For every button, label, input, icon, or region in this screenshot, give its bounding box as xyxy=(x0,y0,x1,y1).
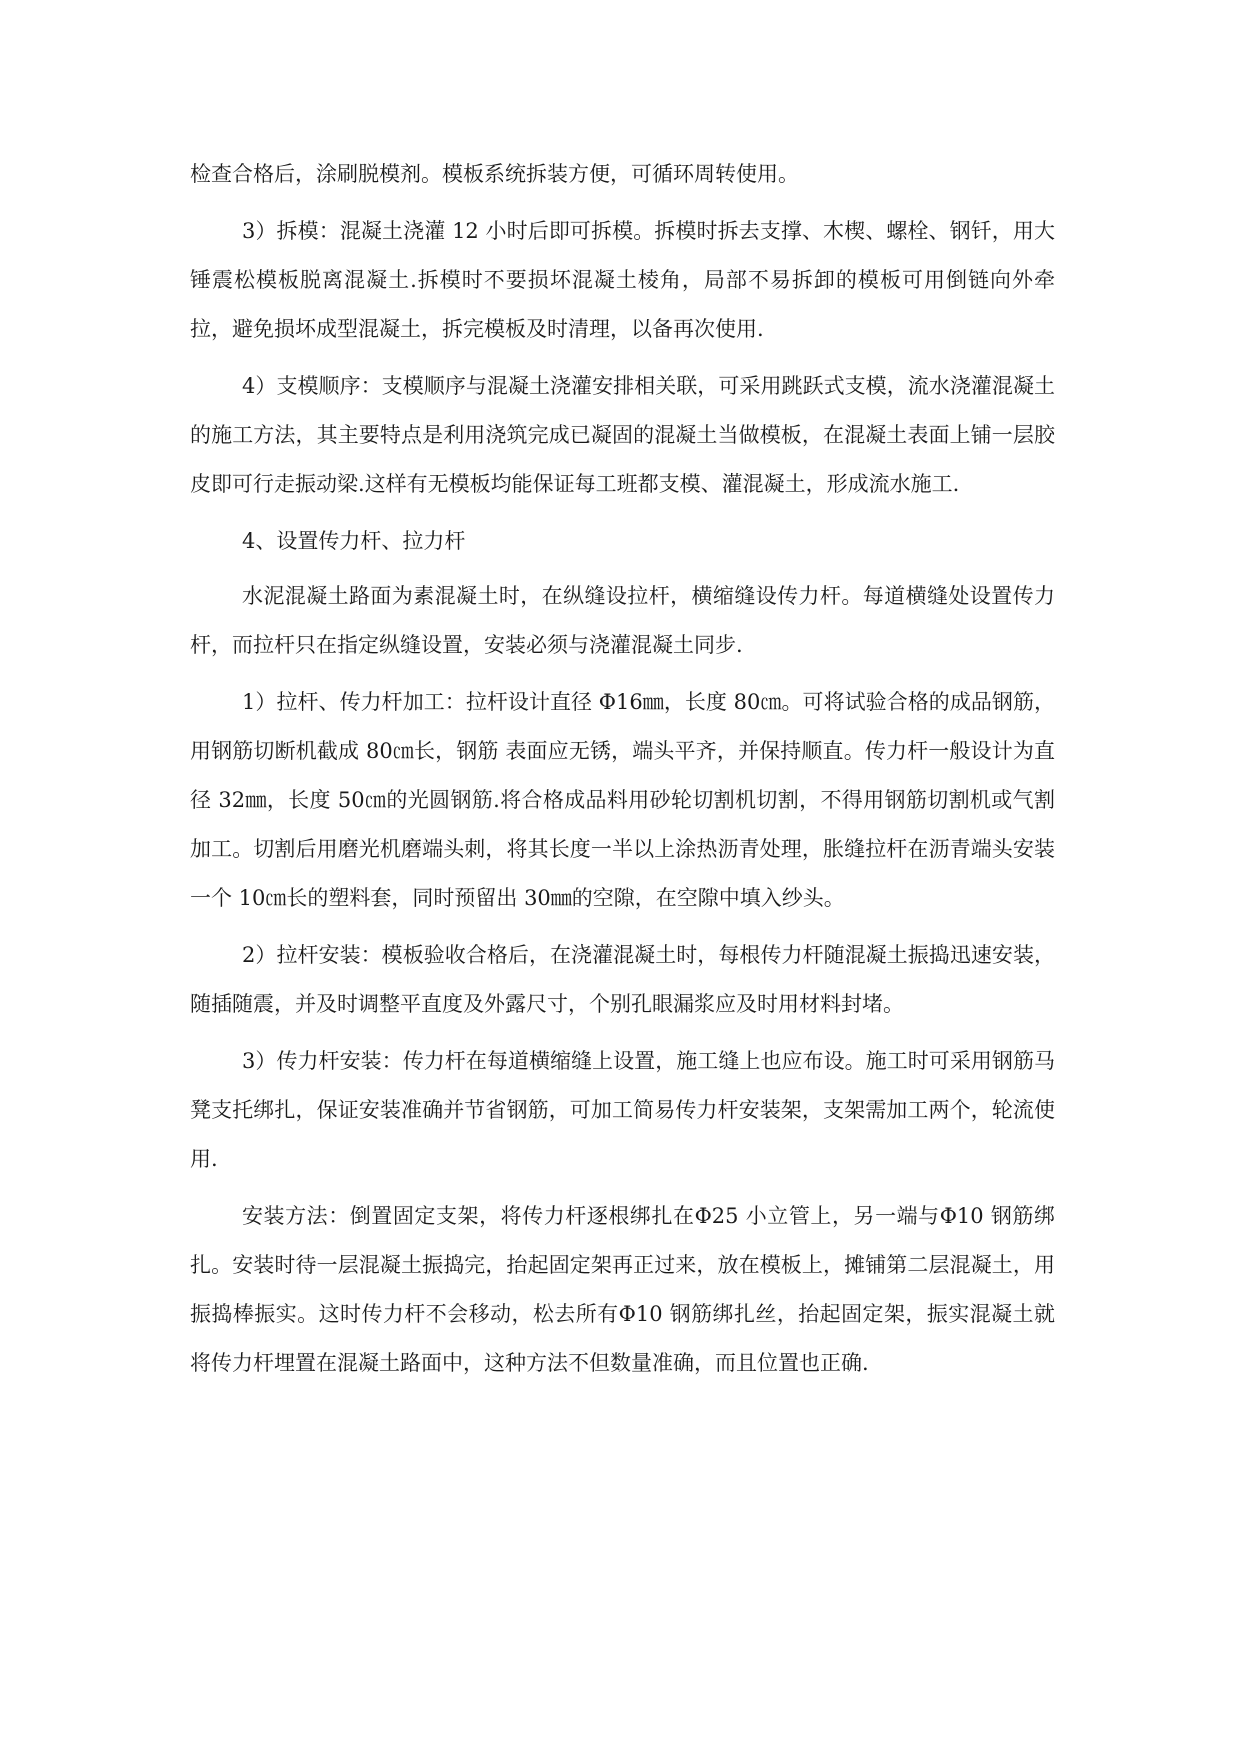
paragraph-tie-bar-installation: 2）拉杆安装：模板验收合格后，在浇灌混凝土时，每根传力杆随混凝土振捣迅速安装，随插随震，并及时调整平直度及外露尺寸，个别孔眼漏浆应及时用材料封堵。 xyxy=(190,943,1055,1016)
paragraph-dowel-installation: 3）传力杆安装：传力杆在每道横缩缝上设置，施工缝上也应布设。施工时可采用钢筋马凳支托绑扎，保证安装准确并节省钢筋，可加工简易传力杆安装架，支架需加工两个，轮流使用. xyxy=(190,1049,1055,1171)
paragraph-bar-fabrication: 1）拉杆、传力杆加工：拉杆设计直径 Φ16㎜，长度 80㎝。可将试验合格的成品钢筋，用钢筋切断机截成 80㎝长，钢筋 表面应无锈，端头平齐，并保持顺直。传力杆一般设计为直径 32㎜，长度 50㎝的光圆钢筋.将合格成品料用砂轮切割机切割，不得用钢筋切割机或气割加工。切割后用磨光机磨端头刺，将其长度一半以上涂热沥青处理，胀缝拉杆在沥青端头安装一个 10㎝长的塑料套，同时预留出 30㎜的空隙，在空隙中填入纱头。 xyxy=(190,690,1055,910)
document-body xyxy=(190,150,1055,1396)
paragraph-formwork-check: 检查合格后，涂刷脱模剂。模板系统拆装方便，可循环周转使用。 xyxy=(190,162,799,186)
paragraph-dowel-overview: 水泥混凝土路面为素混凝土时，在纵缝设拉杆，横缩缝设传力杆。每道横缝处设置传力杆，而拉杆只在指定纵缝设置，安装必须与浇灌混凝土同步. xyxy=(190,584,1055,657)
paragraph-installation-method: 安装方法：倒置固定支架，将传力杆逐根绑扎在Φ25 小立管上，另一端与Φ10 钢筋绑扎。安装时待一层混凝土振捣完，抬起固定架再正过来，放在模板上，摊铺第二层混凝土，用振捣棒振实。这时传力杆不会移动，松去所有Φ10 钢筋绑扎丝，抬起固定架，振实混凝土就将传力杆埋置在混凝土路面中，这种方法不但数量准确，而且位置也正确. xyxy=(190,1204,1055,1375)
paragraph-demolding: 3）拆模：混凝土浇灌 12 小时后即可拆模。拆模时拆去支撑、木楔、螺栓、钢钎，用大锤震松模板脱离混凝土.拆模时不要损坏混凝土棱角，局部不易拆卸的模板可用倒链向外牵拉，避免损坏成型混凝土，拆完模板及时清理，以备再次使用. xyxy=(190,219,1055,341)
paragraph-formwork-sequence: 4）支模顺序：支模顺序与混凝土浇灌安排相关联，可采用跳跃式支模，流水浇灌混凝土的施工方法，其主要特点是利用浇筑完成已凝固的混凝土当做模板，在混凝土表面上铺一层胶皮即可行走振动梁.这样有无模板均能保证每工班都支模、灌混凝土，形成流水施工. xyxy=(190,374,1055,496)
section-heading-dowel-tie-bars: 4、设置传力杆、拉力杆 xyxy=(242,529,466,553)
